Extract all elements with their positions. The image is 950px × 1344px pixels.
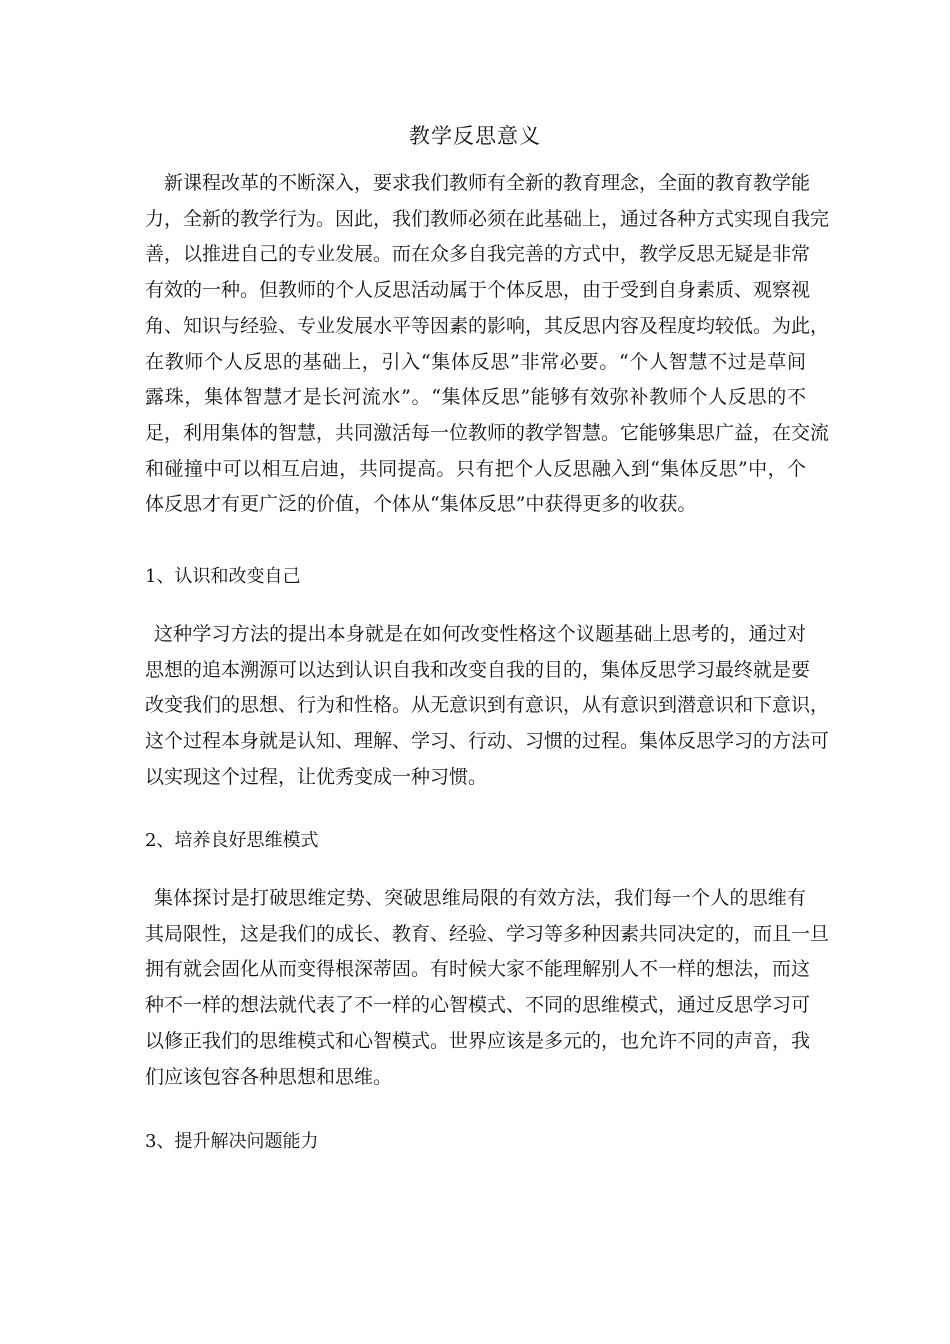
- paragraph-line: 其局限性，这是我们的成长、教育、经验、学习等多种因素共同决定的，而且一旦: [145, 922, 830, 945]
- paragraph-line: 和碰撞中可以相互启迪，共同提高。只有把个人反思融入到“集体反思”中，个: [145, 457, 806, 480]
- section-paragraph-2: [145, 881, 830, 1095]
- intro-paragraph: [145, 166, 830, 523]
- paragraph-line: 足，利用集体的智慧，共同激活每一位教师的教学智慧。它能够集思广益，在交流: [145, 421, 830, 444]
- paragraph-line: 这个过程本身就是认知、理解、学习、行动、习惯的过程。集体反思学习的方法可: [145, 730, 830, 753]
- paragraph-line: 思想的追本溯源可以达到认识自我和改变自我的目的，集体反思学习最终就是要: [145, 658, 811, 681]
- paragraph-line: 集体探讨是打破思维定势、突破思维局限的有效方法，我们每一个人的思维有: [154, 887, 806, 909]
- paragraph-line: 新课程改革的不断深入，要求我们教师有全新的教育理念，全面的教育教学能: [164, 172, 811, 194]
- paragraph-line: 以修正我们的思维模式和心智模式。世界应该是多元的，也允许不同的声音，我: [145, 1029, 811, 1052]
- paragraph-line: 种不一样的想法就代表了不一样的心智模式、不同的思维模式，通过反思学习可: [145, 994, 811, 1017]
- section-heading-2: 2、培养良好思维模式: [145, 830, 319, 851]
- paragraph-line: 善，以推进自己的专业发展。而在众多自我完善的方式中，教学反思无疑是非常: [145, 243, 811, 266]
- paragraph-line: 以实现这个过程，让优秀变成一种习惯。: [145, 765, 488, 788]
- paragraph-line: 露珠，集体智慧才是长河流水”。“集体反思”能够有效弥补教师个人反思的不: [145, 386, 806, 409]
- paragraph-line: 拥有就会固化从而变得根深蒂固。有时候大家不能理解别人不一样的想法，而这: [145, 958, 811, 981]
- paragraph-line: 有效的一种。但教师的个人反思活动属于个体反思，由于受到自身素质、观察视: [145, 279, 811, 302]
- paragraph-line: 这种学习方法的提出本身就是在如何改变性格这个议题基础上思考的，通过对: [154, 623, 806, 645]
- section-heading-3: 3、提升解决问题能力: [145, 1131, 319, 1152]
- paragraph-line: 力，全新的教学行为。因此，我们教师必须在此基础上，通过各种方式实现自我完: [145, 207, 830, 230]
- paragraph-line: 改变我们的思想、行为和性格。从无意识到有意识，从有意识到潜意识和下意识，: [145, 694, 830, 717]
- section-paragraph-1: [145, 617, 830, 796]
- paragraph-line: 角、知识与经验、专业发展水平等因素的影响，其反思内容及程度均较低。为此，: [145, 314, 830, 337]
- document-title: 教学反思意义: [409, 124, 541, 148]
- section-heading-1: 1、认识和改变自己: [145, 566, 301, 587]
- paragraph-line: 在教师个人反思的基础上，引入“集体反思”非常必要。“个人智慧不过是草间: [145, 350, 806, 373]
- paragraph-line: 们应该包容各种思想和思维。: [145, 1065, 393, 1088]
- paragraph-line: 体反思才有更广泛的价值，个体从“集体反思”中获得更多的收获。: [145, 493, 697, 516]
